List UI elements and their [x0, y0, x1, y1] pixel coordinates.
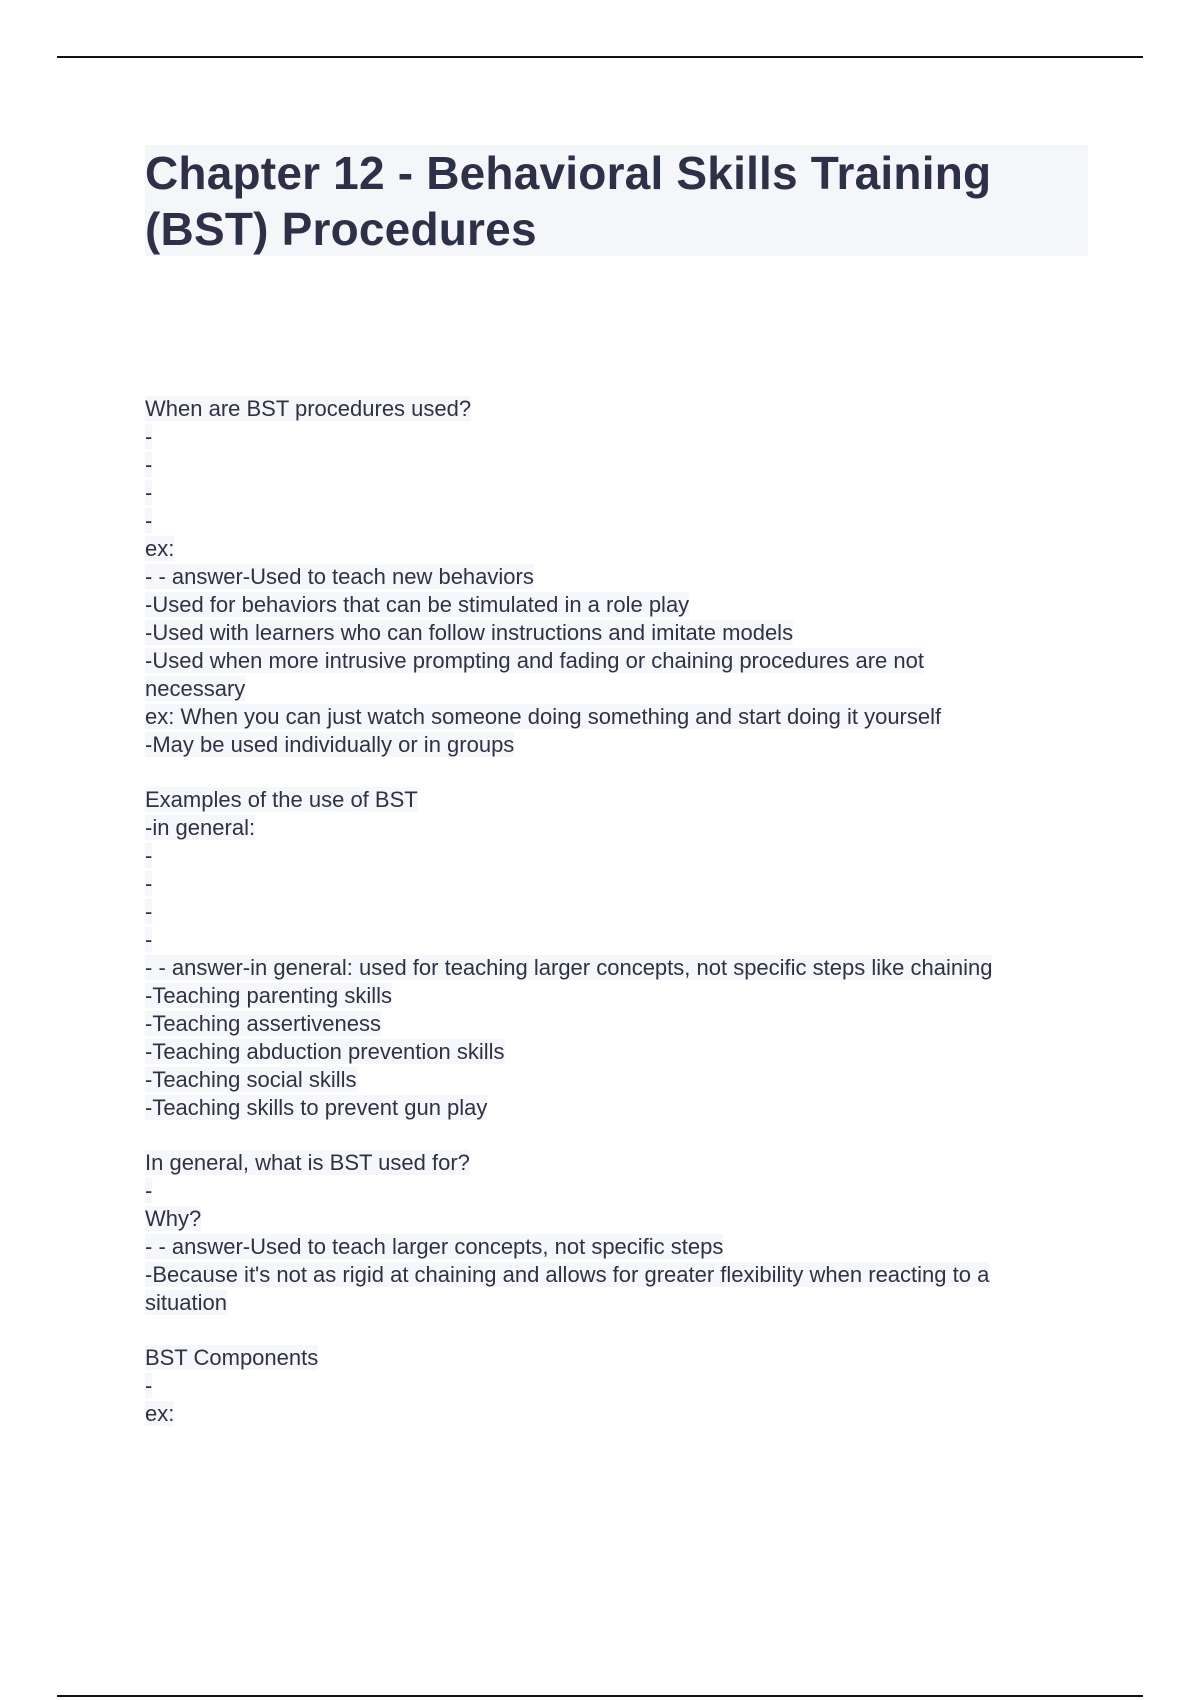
card-line-text: -: [145, 480, 153, 505]
card-line: [145, 507, 1135, 535]
card-line-text: -Teaching assertiveness: [145, 1011, 382, 1036]
card-line: [145, 1149, 1135, 1177]
page-title-line: (BST) Procedures: [145, 203, 537, 255]
card-line: [145, 703, 1135, 731]
card-line: [145, 1010, 1135, 1038]
card-line: [145, 1400, 1135, 1428]
card-line-text: -Used when more intrusive prompting and fading or chaining procedures are not: [145, 648, 924, 673]
card-line: [145, 786, 1135, 814]
card-line-text: -in general:: [145, 815, 256, 840]
card-line-text: ex:: [145, 536, 175, 561]
title-block: [145, 145, 1088, 256]
card-line: [145, 563, 1135, 591]
flashcard: [145, 1149, 1135, 1317]
flashcard: [145, 395, 1135, 759]
card-line-text: -May be used individually or in groups: [145, 732, 515, 757]
card-line: [145, 423, 1135, 451]
card-line: [145, 898, 1135, 926]
card-line-text: - - answer-Used to teach larger concepts, not specific steps: [145, 1234, 724, 1259]
card-line: [145, 591, 1135, 619]
card-line: [145, 731, 1135, 759]
top-rule: [57, 56, 1143, 58]
card-line-text: situation: [145, 1290, 227, 1315]
card-line: [145, 1094, 1135, 1122]
card-line-text: -: [145, 843, 153, 868]
card-line-text: - - answer-Used to teach new behaviors: [145, 564, 534, 589]
card-line: [145, 1177, 1135, 1205]
card-line-text: -: [145, 1178, 153, 1203]
flashcard: [145, 1344, 1135, 1428]
card-line: [145, 982, 1135, 1010]
card-line-text: - - answer-in general: used for teaching larger concepts, not specific steps like chaining: [145, 955, 993, 980]
card-line: [145, 647, 1135, 675]
card-line: [145, 479, 1135, 507]
card-line-text: necessary: [145, 676, 246, 701]
card-line-text: -: [145, 1373, 153, 1398]
card-line: [145, 535, 1135, 563]
card-line-text: ex: When you can just watch someone doing something and start doing it yourself: [145, 704, 942, 729]
card-line-text: -Teaching skills to prevent gun play: [145, 1095, 488, 1120]
card-line-text: -: [145, 871, 153, 896]
card-line: [145, 1205, 1135, 1233]
card-line: [145, 1066, 1135, 1094]
card-line: [145, 870, 1135, 898]
card-line-text: -: [145, 899, 153, 924]
bottom-rule: [57, 1695, 1143, 1697]
card-line: [145, 451, 1135, 479]
card-line-text: ex:: [145, 1401, 175, 1426]
card-line-text: Examples of the use of BST: [145, 787, 418, 812]
card-line: [145, 1233, 1135, 1261]
flashcard-list: [145, 395, 1135, 1455]
card-line-text: -Used with learners who can follow instructions and imitate models: [145, 620, 794, 645]
card-line-text: -Teaching social skills: [145, 1067, 357, 1092]
page-title: [145, 145, 1088, 257]
card-line-text: -Teaching parenting skills: [145, 983, 393, 1008]
card-line: [145, 1038, 1135, 1066]
card-line: [145, 1344, 1135, 1372]
card-line: [145, 954, 1135, 982]
card-line-text: -Used for behaviors that can be stimulated in a role play: [145, 592, 690, 617]
card-line-text: -: [145, 424, 153, 449]
card-line: [145, 814, 1135, 842]
card-line: [145, 926, 1135, 954]
card-line-text: -: [145, 927, 153, 952]
flashcard: [145, 786, 1135, 1122]
card-line: [145, 1372, 1135, 1400]
card-line-text: Why?: [145, 1206, 202, 1231]
card-line-text: -Teaching abduction prevention skills: [145, 1039, 505, 1064]
card-line: [145, 395, 1135, 423]
card-line-text: When are BST procedures used?: [145, 396, 472, 421]
card-line-text: -: [145, 452, 153, 477]
card-line: [145, 842, 1135, 870]
card-line-text: BST Components: [145, 1345, 319, 1370]
card-line: [145, 1261, 1135, 1289]
page-title-line: Chapter 12 - Behavioral Skills Training: [145, 147, 992, 199]
card-line: [145, 675, 1135, 703]
card-line: [145, 1289, 1135, 1317]
card-line-text: -: [145, 508, 153, 533]
card-line-text: -Because it's not as rigid at chaining and allows for greater flexibility when reacting to a: [145, 1262, 990, 1287]
card-line: [145, 619, 1135, 647]
card-line-text: In general, what is BST used for?: [145, 1150, 470, 1175]
